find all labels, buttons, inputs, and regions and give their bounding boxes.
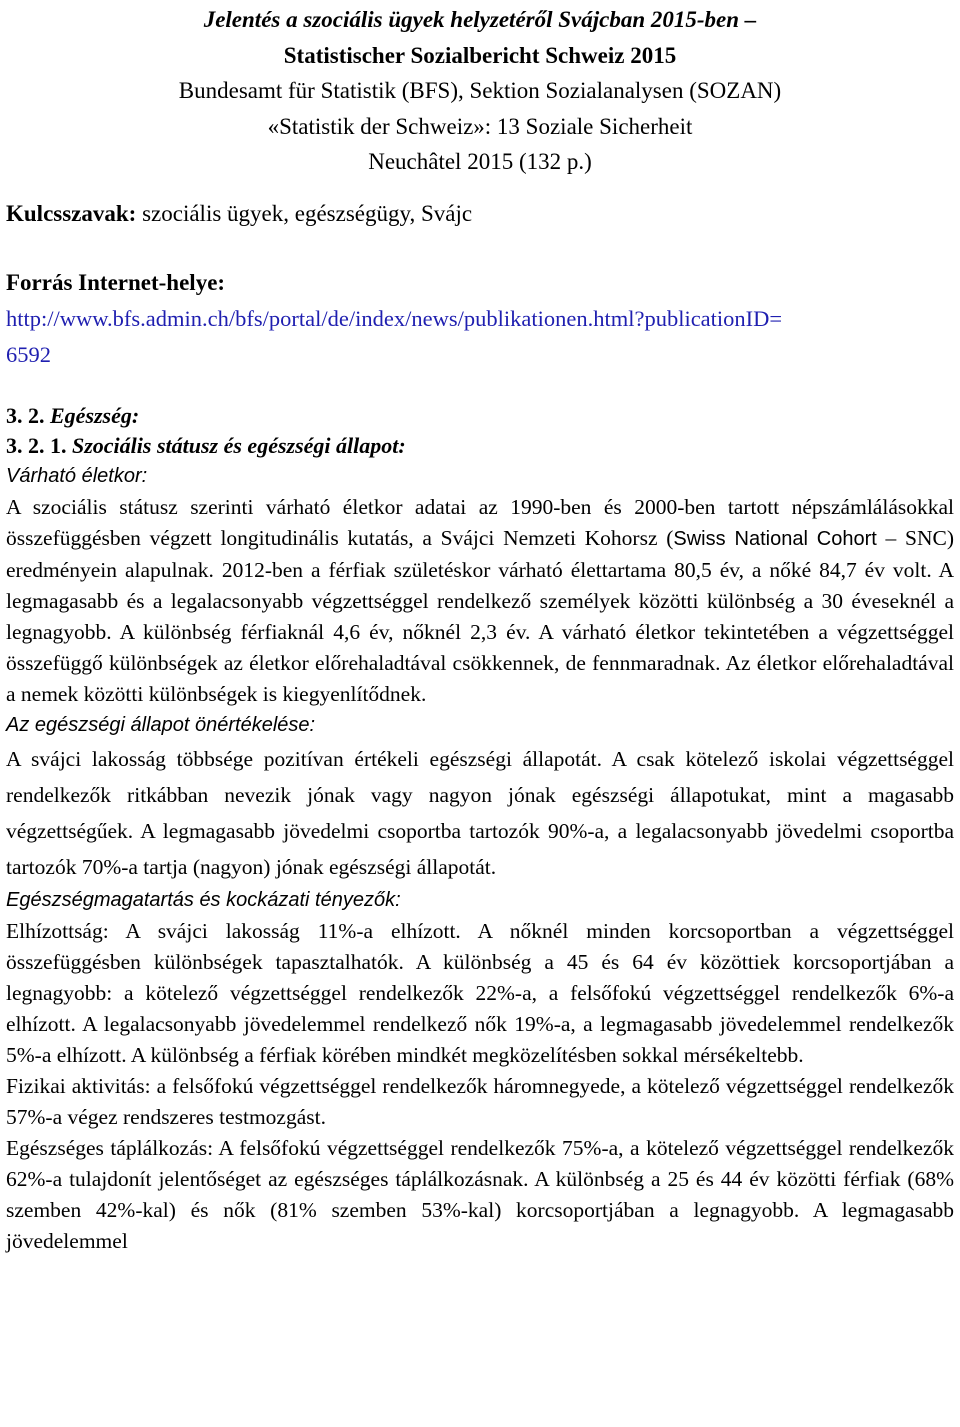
physical-activity-paragraph: Fizikai aktivitás: a felsőfokú végzettséggel rendelkezők háromnegyede, a kötelező végzettséggel rendelkezők 57%-a végez rendszeres testmozgást. xyxy=(6,1073,954,1129)
header-title-de: Statistischer Sozialbericht Schweiz 2015 xyxy=(283,42,677,68)
source xyxy=(6,265,954,373)
section-number: 3. 2. xyxy=(6,402,45,428)
obesity-paragraph: Elhízottság: A svájci lakosság 11%-a elhízott. A nőknél minden korcsoportban a végzettséggel összefüggésben különbségek tapasztalhatók. A különbség a 45 és 64 év közöttiek korcsoportjában a legnagyobb: a kötelező végzettséggel rendelkezők 22%-a, a felsőfokú végzettséggel rendelkezők 6%-a elhízott. A legalacsonyabb jövedelemmel rendelkező nők 19%-a, a legmagasabb jövedelemmel rendelkezők 5%-a elhízott. A különbség a férfiak körében mindkét megközelítésben sokkal mérsékeltebb. xyxy=(6,918,954,1067)
life-text-cohort: Swiss National Cohort xyxy=(673,527,877,550)
source-url-link[interactable] xyxy=(6,301,954,373)
section-heading xyxy=(6,401,954,461)
healthy-nutrition-paragraph: Egészséges táplálkozás: A felsőfokú végzettséggel rendelkezők 75%-a, a kötelező végzettséggel rendelkezők 62%-a tulajdonít jelentőséget az egészséges táplálkozásnak. A különbség a 25 és 44 év közötti férfiak (68% szemben 42%-kal) és nők (81% szemben 53%-kal) korcsoportjában a legnagyobb. A legmagasabb jövedelemmel xyxy=(6,1135,954,1253)
source-label: Forrás Internet-helye: xyxy=(6,269,226,295)
header-title-hu: Jelentés a szociális ügyek helyzetéről Svájcban 2015-ben – xyxy=(203,7,757,32)
health-behaviour-heading: Egészségmagatartás és kockázati tényezők: xyxy=(6,888,401,911)
header-series: «Statistik der Schweiz»: 13 Soziale Sicherheit xyxy=(267,113,693,139)
subsection-title: Szociális státusz és egészségi állapot: xyxy=(72,432,406,458)
source-url-line1: http://www.bfs.admin.ch/bfs/portal/de/index/news/publikationen.html?publicationID= xyxy=(6,305,783,331)
self-rated-health-heading: Az egészségi állapot önértékelése: xyxy=(6,713,316,736)
header-publisher: Bundesamt für Statistik (BFS), Sektion Sozialanalysen (SOZAN) xyxy=(178,78,782,103)
keywords xyxy=(6,198,954,230)
header-place-year: Neuchâtel 2015 (132 p.) xyxy=(368,149,592,174)
document-header xyxy=(6,0,954,180)
source-url-line2: 6592 xyxy=(6,341,51,367)
life-text-b: – SNC) eredményein alapulnak. 2012-ben a férfiak születéskor várható élettartama 80,5 év, a nőké 84,7 év volt. A legmagasabb és a legalacsonyabb végzettséggel rendelkező személyek közötti különbség a 30 éveseknél a legnagyobb. A különbség férfiaknál 4,6 év, nőknél 2,3 év. A várható életkor tekintetében a végzettséggel összefüggő különbségek az életkor előrehaladtával csökkennek, de fennmaradnak. Az életkor előrehaladtával a nemek közötti különbségek is kiegyenlítődnek. xyxy=(6,525,954,706)
life-expectancy-paragraph xyxy=(6,492,954,710)
self-rated-health-paragraph: A svájci lakosság többsége pozitívan értékeli egészségi állapotát. A csak kötelező iskolai végzettséggel rendelkezők ritkábban nevezik jónak vagy nagyon jónak egészségi állapotukat, mint a magasabb végzettségűek. A legmagasabb jövedelmi csoportba tartozók 90%-a, a legalacsonyabb jövedelmi csoportba tartozók 70%-a tartja (nagyon) jónak egészségi állapotát. xyxy=(6,746,954,879)
keywords-label: Kulcsszavak: xyxy=(6,200,137,226)
life-text-a: A szociális státusz szerinti várható életkor adatai az 1990-ben és 2000-ben tartott népszámlálásokkal összefüggésben végzett longitudinális kutatás, a Svájci Nemzeti Kohorsz ( xyxy=(6,494,954,550)
subsection-number: 3. 2. 1. xyxy=(6,432,67,458)
section-title: Egészség: xyxy=(50,402,140,428)
life-expectancy-heading: Várható életkor: xyxy=(6,464,148,487)
keywords-value: szociális ügyek, egészségügy, Svájc xyxy=(142,200,473,226)
